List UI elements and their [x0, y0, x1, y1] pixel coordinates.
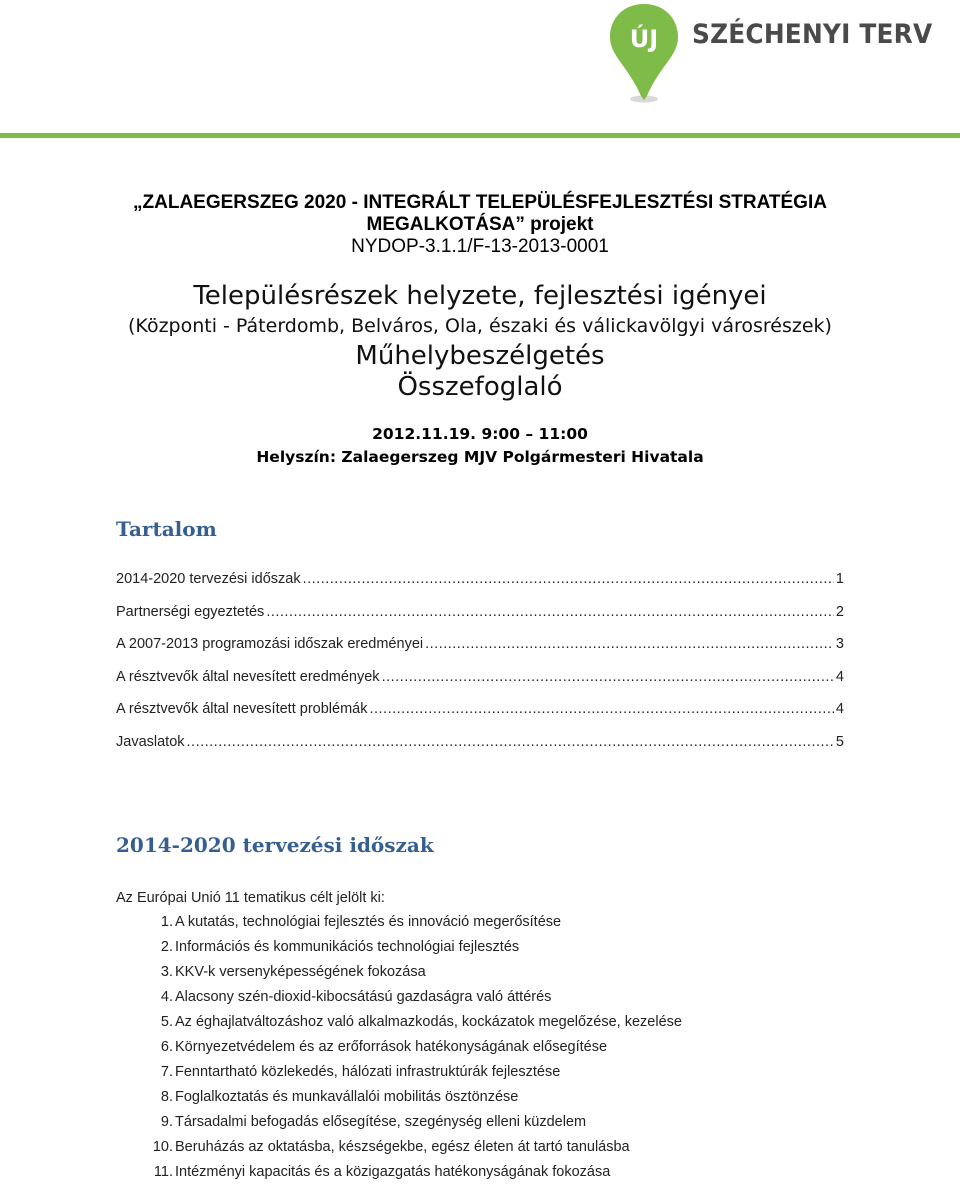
section-heading: 2014-2020 tervezési időszak — [116, 833, 434, 857]
toc-entry[interactable] — [116, 571, 844, 604]
meeting-venue: Helyszín: Zalaegerszeg MJV Polgármesteri Hivatala — [256, 448, 704, 466]
list-item — [116, 1014, 856, 1039]
meeting-date: 2012.11.19. 9:00 – 11:00 — [372, 425, 588, 443]
list-item-text: Társadalmi befogadás elősegítése, szegénység elleni küzdelem — [175, 1114, 587, 1130]
list-item-text: Foglalkoztatás és munkavállalói mobilitás ösztönzése — [175, 1089, 519, 1105]
toc-entry-label: Javaslatok — [116, 733, 185, 750]
list-item-text: KKV-k versenyképességének fokozása — [175, 964, 426, 980]
document-heading: Településrészek helyzete, fejlesztési igényei — [193, 281, 767, 311]
toc-entry-page: 5 — [835, 733, 844, 750]
list-item-number: 7. — [160, 1064, 173, 1080]
logo-wordmark: SZÉCHENYI TERV — [692, 19, 933, 50]
list-item-number: 6. — [160, 1039, 173, 1055]
toc-leader-dots — [425, 636, 834, 652]
project-code: NYDOP-3.1.1/F-13-2013-0001 — [351, 236, 609, 257]
toc-entry-label: A résztvevők által nevesített eredmények — [116, 668, 380, 685]
list-item — [116, 1114, 856, 1139]
logo-pin-text: ÚJ — [629, 25, 659, 53]
list-item — [116, 964, 856, 989]
toc-entry[interactable] — [116, 636, 844, 669]
list-item-text: Az éghajlatváltozáshoz való alkalmazkodás, kockázatok megelőzése, kezelése — [175, 1014, 682, 1030]
list-item-text: Információs és kommunikációs technológiai fejlesztés — [175, 939, 520, 955]
toc-entry-label: 2014-2020 tervezési időszak — [116, 571, 301, 587]
list-item-number: 2. — [160, 939, 173, 955]
toc-entry[interactable] — [116, 734, 844, 767]
toc-entry-page: 2 — [835, 603, 844, 620]
list-item — [116, 989, 856, 1014]
toc-entry[interactable] — [116, 701, 844, 734]
project-title: „ZALAEGERSZEG 2020 - INTEGRÁLT TELEPÜLÉSFEJLESZTÉSI STRATÉGIA MEGALKOTÁSA” projekt — [133, 192, 827, 235]
section-intro: Az Európai Unió 11 tematikus célt jelölt ki: — [116, 890, 385, 906]
list-item-text: A kutatás, technológiai fejlesztés és innováció megerősítése — [175, 914, 562, 930]
header-divider — [0, 133, 960, 138]
list-item — [116, 1139, 856, 1164]
toc-leader-dots — [303, 571, 834, 587]
list-item — [116, 939, 856, 964]
list-item-number: 8. — [160, 1089, 173, 1105]
list-item-text: Környezetvédelem és az erőforrások hatékonyságának elősegítése — [175, 1039, 608, 1055]
list-item-number: 11. — [153, 1164, 173, 1180]
list-item — [116, 1039, 856, 1064]
toc-entry-page: 4 — [835, 701, 844, 718]
document-subheading: (Központi - Páterdomb, Belváros, Ola, északi és válickavölgyi városrészek) — [128, 315, 832, 337]
toc-entry-page: 3 — [835, 636, 844, 653]
list-item — [116, 1164, 856, 1189]
workshop-label: Műhelybeszélgetés — [355, 341, 605, 371]
list-item — [116, 1064, 856, 1089]
toc-leader-dots — [266, 604, 834, 620]
list-item-text: Intézményi kapacitás és a közigazgatás hatékonyságának fokozása — [175, 1164, 611, 1180]
list-item-text: Fenntartható közlekedés, hálózati infrastruktúrák fejlesztése — [175, 1064, 561, 1080]
list-item-text: Alacsony szén-dioxid-kibocsátású gazdaságra való áttérés — [175, 989, 552, 1005]
toc-entry-page: 4 — [835, 668, 844, 685]
toc-title: Tartalom — [116, 517, 217, 541]
szechenyi-terv-logo — [606, 0, 936, 110]
list-item-number: 4. — [160, 989, 173, 1005]
toc-entry-label: A résztvevők által nevesített problémák — [116, 701, 368, 718]
list-item-number: 5. — [160, 1014, 173, 1030]
list-item-text: Beruházás az oktatásba, készségekbe, egész életen át tartó tanulásba — [175, 1139, 630, 1155]
summary-label: Összefoglaló — [397, 372, 563, 402]
toc-entry-page: 1 — [835, 571, 844, 587]
list-item-number: 10. — [152, 1139, 173, 1155]
list-item-number: 3. — [160, 964, 173, 980]
toc-leader-dots — [369, 701, 833, 717]
toc-entry-label: A 2007-2013 programozási időszak eredményei — [116, 636, 424, 653]
map-pin-logo-icon — [606, 0, 686, 106]
toc-entry[interactable] — [116, 669, 844, 702]
thematic-objectives-list — [116, 914, 856, 1189]
toc-entry-label: Partnerségi egyeztetés — [116, 603, 265, 620]
toc-entry[interactable] — [116, 604, 844, 637]
toc-leader-dots — [187, 734, 834, 750]
table-of-contents — [116, 571, 844, 767]
list-item-number: 1. — [160, 914, 173, 930]
list-item-number: 9. — [160, 1114, 173, 1130]
toc-leader-dots — [382, 669, 834, 685]
list-item — [116, 914, 856, 939]
list-item — [116, 1089, 856, 1114]
title-block — [0, 192, 960, 467]
